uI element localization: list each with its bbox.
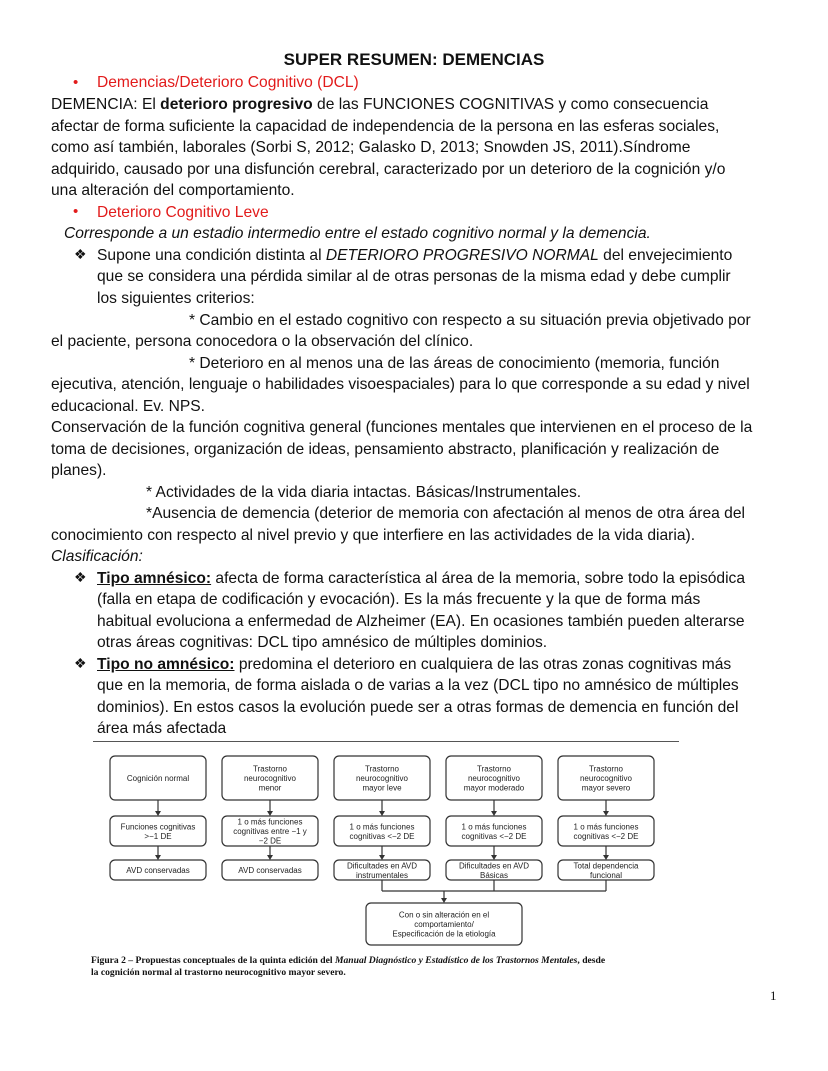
criteria-box bbox=[446, 816, 542, 846]
diagram-box-text: Dificultades en AVD bbox=[458, 861, 530, 871]
diagram-box-text: menor bbox=[258, 783, 282, 793]
stage-box bbox=[110, 756, 206, 800]
dcl-definition: Corresponde a un estadio intermedio entre el estado cognitivo normal y la demencia. bbox=[64, 225, 651, 242]
diagram-box-text: mayor severo bbox=[581, 783, 631, 793]
paragraph-line: afectar de forma suficiente la capacidad de independencia de la persona en las esferas sociales, bbox=[51, 118, 720, 135]
criterion-line: * Deterioro en al menos una de las áreas de conocimiento (memoria, función bbox=[189, 355, 720, 372]
function-box bbox=[334, 860, 430, 880]
list-item-line: otras áreas cognitivas: DCL tipo amnésico de múltiples dominios. bbox=[97, 634, 548, 651]
diagram-box-text: Con o sin alteración en el bbox=[398, 910, 490, 920]
criteria-box bbox=[110, 816, 206, 846]
list-item-line: Tipo amnésico: afecta de forma característica al área de la memoria, sobre todo la episódica bbox=[97, 570, 746, 587]
function-box bbox=[558, 860, 654, 880]
section-heading-demencias: Demencias/Deterioro Cognitivo (DCL) bbox=[97, 74, 359, 91]
arrow-head-icon bbox=[155, 855, 161, 860]
diamond-bullet-icon: ❖ bbox=[74, 569, 87, 585]
arrow-head-icon bbox=[603, 811, 609, 816]
diagram-box-text: mayor leve bbox=[362, 783, 402, 793]
diagram-box-text: Trastorno bbox=[253, 764, 287, 774]
paragraph-line: una alteración del comportamiento. bbox=[51, 182, 295, 199]
criteria-box bbox=[558, 816, 654, 846]
diagram-box-text: Trastorno bbox=[477, 764, 511, 774]
list-item-line: que se considera una pérdida similar al de otras personas de la misma edad y debe cumplir bbox=[97, 268, 731, 285]
function-box bbox=[446, 860, 542, 880]
list-item-line: dominios). En estos casos la evolución puede ser a otras formas de demencia en función del bbox=[97, 699, 739, 716]
etiology-box bbox=[366, 903, 522, 945]
diagram-box-text: Total dependencia bbox=[573, 861, 639, 871]
criterion-line: ejecutiva, atención, lenguaje o habilidades visoespaciales) para lo que corresponde a su edad y nivel bbox=[51, 376, 750, 393]
arrow-head-icon bbox=[491, 855, 497, 860]
diagram-box-text: neurocognitivo bbox=[243, 774, 297, 783]
diagram-box-text: Básicas bbox=[479, 870, 509, 880]
stage-box bbox=[558, 756, 654, 800]
arrow-head-icon bbox=[441, 898, 447, 903]
paragraph-line: Conservación de la función cognitiva general (funciones mentales que intervienen en el proceso de la bbox=[51, 419, 753, 436]
diagram-box-text: AVD conservadas bbox=[126, 866, 190, 875]
diagram-box-text: Trastorno bbox=[589, 764, 623, 774]
page-title: SUPER RESUMEN: DEMENCIAS bbox=[283, 50, 545, 69]
bullet-dot: • bbox=[73, 203, 79, 220]
diagram-box-text: Funciones cognitivas bbox=[120, 822, 196, 832]
diagram-box-text: mayor moderado bbox=[463, 783, 525, 793]
criterion-line: educacional. Ev. NPS. bbox=[51, 398, 205, 415]
diagram-box-text: Dificultades en AVD bbox=[346, 861, 418, 871]
diagram-box-text: neurocognitivo bbox=[579, 774, 633, 783]
function-box bbox=[110, 860, 206, 880]
criterion-line: * Cambio en el estado cognitivo con respecto a su situación previa objetivado por bbox=[189, 312, 751, 329]
arrow-head-icon bbox=[267, 811, 273, 816]
figure-caption: Figura 2 – Propuestas conceptuales de la quinta edición del Manual Diagnóstico y Estadístico de los Trastornos Mentales, desde bbox=[91, 955, 606, 966]
diagram-box-text: −2 DE bbox=[258, 836, 282, 846]
diagram-box-text: 1 o más funciones bbox=[573, 822, 639, 832]
diamond-bullet-icon: ❖ bbox=[74, 655, 87, 671]
bullet-dot: • bbox=[73, 74, 79, 91]
list-item-line: área más afectada bbox=[97, 720, 227, 737]
diagram-box-text: cognitivas <−2 DE bbox=[349, 831, 415, 841]
diagram-box-text: cognitivas <−2 DE bbox=[573, 831, 639, 841]
stage-box bbox=[334, 756, 430, 800]
list-item-line: habitual evoluciona a enfermedad de Alzheimer (EA). En ocasiones también pueden alterarse bbox=[97, 613, 745, 630]
diagram-box-text: 1 o más funciones bbox=[461, 822, 527, 832]
paragraph-line: planes). bbox=[51, 462, 107, 479]
criteria-box bbox=[334, 816, 430, 846]
paragraph-line: toma de decisiones, organización de ideas, pensamiento abstracto, planificación y realización de bbox=[51, 441, 720, 458]
paragraph-line: adquirido, causado por una disfunción cerebral, caracterizado por un deterioro de la cognición y/o bbox=[51, 161, 726, 178]
section-heading-dcl: Deterioro Cognitivo Leve bbox=[97, 204, 269, 221]
diagram-box-text: Trastorno bbox=[365, 764, 399, 774]
classification-heading: Clasificación: bbox=[51, 548, 143, 565]
figure-caption: la cognición normal al trastorno neurocognitivo mayor severo. bbox=[91, 967, 346, 978]
list-item-line: Supone una condición distinta al DETERIORO PROGRESIVO NORMAL del envejecimiento bbox=[97, 247, 733, 264]
diagram-box-text: >−1 DE bbox=[144, 831, 172, 841]
criterion-line: conocimiento con respecto al nivel previo y que interfiere en las actividades de la vida diaria). bbox=[51, 527, 696, 544]
criterion-line: * Actividades de la vida diaria intactas. Básicas/Instrumentales. bbox=[146, 484, 582, 501]
arrow-head-icon bbox=[491, 811, 497, 816]
arrow-head-icon bbox=[379, 855, 385, 860]
list-item-line: los siguientes criterios: bbox=[97, 290, 255, 307]
stage-box bbox=[222, 756, 318, 800]
criterion-line: el paciente, persona conocedora o la observación del clínico. bbox=[51, 333, 474, 350]
diagram-box-text: Cognición normal bbox=[126, 774, 190, 783]
list-item-line: (falla en etapa de codificación y evocación). Es la más frecuente y la que de forma más bbox=[97, 591, 701, 608]
diagram-box-text: Especificación de la etiología bbox=[392, 929, 496, 939]
paragraph-line: como así también, laborales (Sorbi S, 2012; Galasko D, 2013; Snowden JS, 2011).Síndrome bbox=[51, 139, 691, 156]
diagram-box-text: cognitivas <−2 DE bbox=[461, 831, 527, 841]
diagram-box-text: neurocognitivo bbox=[355, 774, 409, 783]
diagram-box-text: 1 o más funciones bbox=[349, 822, 415, 832]
criteria-box bbox=[222, 816, 318, 846]
diagram-box-text: AVD conservadas bbox=[238, 866, 302, 875]
diagram-box-text: instrumentales bbox=[355, 870, 409, 880]
list-item-line: que en la memoria, de forma aislada o de varias a la vez (DCL tipo no amnésico de múltiples bbox=[97, 677, 739, 694]
diagram-box-text: cognitivas entre −1 y bbox=[233, 827, 307, 836]
arrow-head-icon bbox=[155, 811, 161, 816]
stage-box bbox=[446, 756, 542, 800]
function-box bbox=[222, 860, 318, 880]
page-number: 1 bbox=[770, 988, 777, 1003]
arrow-head-icon bbox=[379, 811, 385, 816]
diagram-box-text: 1 o más funciones bbox=[237, 817, 303, 827]
paragraph-line: DEMENCIA: El deterioro progresivo de las FUNCIONES COGNITIVAS y como consecuencia bbox=[51, 96, 709, 113]
diagram-box-text: comportamiento/ bbox=[414, 920, 474, 929]
figure-divider bbox=[93, 741, 679, 742]
diagram-box-text: neurocognitivo bbox=[467, 774, 521, 783]
arrow-head-icon bbox=[267, 855, 273, 860]
arrow-head-icon bbox=[603, 855, 609, 860]
criterion-line: *Ausencia de demencia (deterior de memoria con afectación al menos de otra área del bbox=[146, 505, 745, 522]
diamond-bullet-icon: ❖ bbox=[74, 246, 87, 262]
dsm5-flow-diagram bbox=[100, 748, 670, 948]
diagram-box-text: funcional bbox=[589, 870, 623, 880]
list-item-line: Tipo no amnésico: predomina el deterioro en cualquiera de las otras zonas cognitivas más bbox=[97, 656, 732, 673]
